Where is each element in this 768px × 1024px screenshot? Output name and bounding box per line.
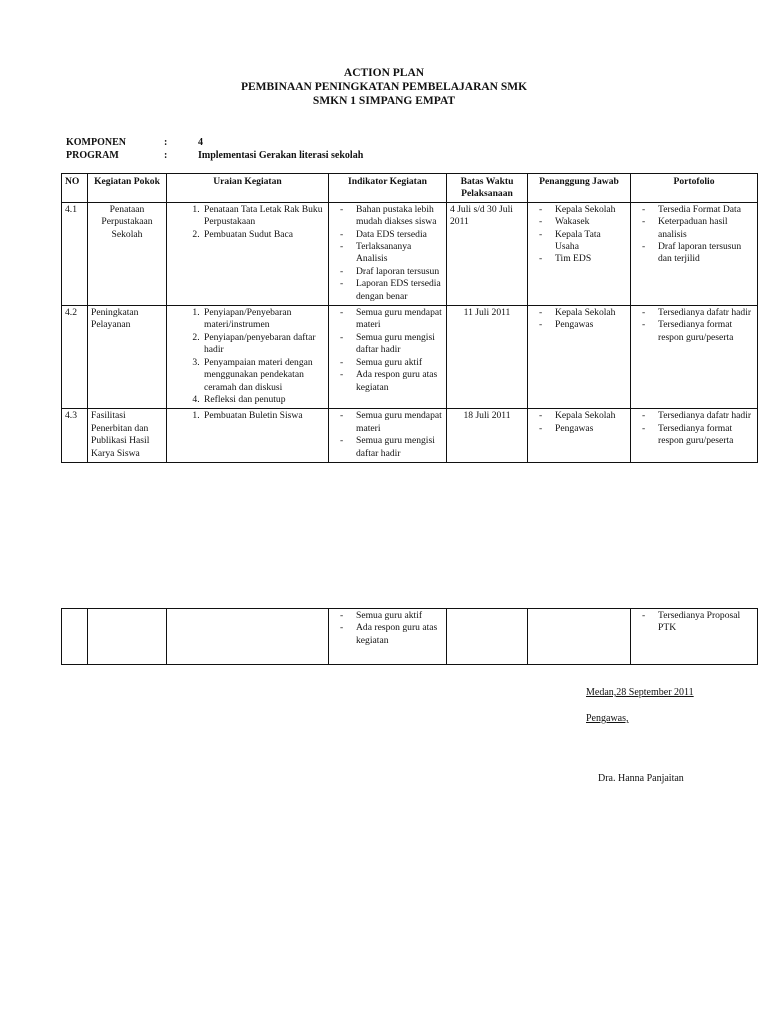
row-portofolio xyxy=(631,409,758,463)
list-item: - Tersedianya Proposal PTK xyxy=(634,610,754,635)
cont-batas-waktu xyxy=(447,609,528,665)
header-kegiatan-pokok: Kegiatan Pokok xyxy=(88,174,167,203)
action-plan-table xyxy=(61,173,758,463)
document-title: ACTION PLAN xyxy=(343,67,425,79)
row-penanggung xyxy=(528,409,631,463)
document-title-block xyxy=(0,66,768,108)
row-penanggung xyxy=(528,306,631,409)
list-item: - Tim EDS xyxy=(531,253,627,265)
list-item: - Draf laporan tersusun xyxy=(332,266,443,278)
list-item: - Pengawas xyxy=(531,319,627,331)
list-item: - Semua guru aktif xyxy=(332,357,443,369)
list-item: - Wakasek xyxy=(531,216,627,228)
list-item: 3. Penyampaian materi dengan menggunakan pendekatan ceramah dan diskusi xyxy=(202,357,325,394)
header-penanggung-jawab: Penanggung Jawab xyxy=(528,174,631,203)
row-uraian xyxy=(167,409,329,463)
signature-place-date: Medan,28 September 2011 xyxy=(586,687,694,698)
list-item: - Tersedianya format respon guru/peserta xyxy=(634,423,754,448)
row-no: 4.1 xyxy=(62,202,88,305)
row-indikator xyxy=(329,202,447,305)
continuation-table xyxy=(61,608,758,665)
row-kegiatan: Fasilitasi Penerbitan dan Publikasi Hasil Karya Siswa xyxy=(88,409,167,463)
list-item: - Tersedianya format respon guru/peserta xyxy=(634,319,754,344)
row-kegiatan: Peningkatan Pelayanan xyxy=(88,306,167,409)
list-item: - Semua guru mendapat materi xyxy=(332,307,443,332)
list-item: - Laporan EDS tersedia dengan benar xyxy=(332,278,443,303)
row-batas-waktu: 4 Juli s/d 30 Juli 2011 xyxy=(447,202,528,305)
cont-penanggung xyxy=(528,609,631,665)
komponen-row xyxy=(66,137,363,150)
komponen-label: KOMPONEN xyxy=(66,137,126,148)
row-portofolio xyxy=(631,202,758,305)
signature-role: Pengawas, xyxy=(586,713,629,724)
program-colon: : xyxy=(164,149,168,161)
row-indikator xyxy=(329,306,447,409)
meta-block xyxy=(66,137,363,162)
list-item: 1. Penyiapan/Penyebaran materi/instrumen xyxy=(202,307,325,332)
list-item: - Data EDS tersedia xyxy=(332,229,443,241)
list-item: - Keterpaduan hasil analisis xyxy=(634,216,754,241)
cont-uraian xyxy=(167,609,329,665)
table-header-row xyxy=(62,174,758,203)
list-item: 2. Pembuatan Sudut Baca xyxy=(202,229,325,241)
list-item: - Kepala Sekolah xyxy=(531,307,627,319)
header-batas-waktu: Batas Waktu Pelaksanaan xyxy=(447,174,528,203)
program-row xyxy=(66,150,363,163)
list-item: - Kepala Tata Usaha xyxy=(531,229,627,254)
header-portofolio: Portofolio xyxy=(631,174,758,203)
list-item: - Ada respon guru atas kegiatan xyxy=(332,622,443,647)
signature-name: Dra. Hanna Panjaitan xyxy=(598,773,684,784)
list-item: - Semua guru mendapat materi xyxy=(332,410,443,435)
komponen-colon: : xyxy=(164,137,168,148)
table-row xyxy=(62,306,758,409)
row-batas-waktu: 11 Juli 2011 xyxy=(447,306,528,409)
header-indikator-kegiatan: Indikator Kegiatan xyxy=(329,174,447,203)
list-item: - Draf laporan tersusun dan terjilid xyxy=(634,241,754,266)
row-uraian xyxy=(167,306,329,409)
row-no: 4.3 xyxy=(62,409,88,463)
program-label: PROGRAM xyxy=(66,149,119,161)
list-item: - Ada respon guru atas kegiatan xyxy=(332,369,443,394)
table-row xyxy=(62,409,758,463)
row-kegiatan: Penataan Perpustakaan Sekolah xyxy=(88,202,167,305)
list-item: - Semua guru aktif xyxy=(332,610,443,622)
list-item: - Terlaksananya Analisis xyxy=(332,241,443,266)
row-indikator xyxy=(329,409,447,463)
list-item: 4. Refleksi dan penutup xyxy=(202,394,325,406)
program-value: Implementasi Gerakan literasi sekolah xyxy=(198,149,364,161)
list-item: - Tersedia Format Data xyxy=(634,204,754,216)
list-item: - Tersedianya dafatr hadir xyxy=(634,410,754,422)
list-item: 2. Penyiapan/penyebaran daftar hadir xyxy=(202,332,325,357)
list-item: - Kepala Sekolah xyxy=(531,204,627,216)
header-uraian-kegiatan: Uraian Kegiatan xyxy=(167,174,329,203)
table-row xyxy=(62,202,758,305)
row-batas-waktu: 18 Juli 2011 xyxy=(447,409,528,463)
row-portofolio xyxy=(631,306,758,409)
row-penanggung xyxy=(528,202,631,305)
list-item: - Semua guru mengisi daftar hadir xyxy=(332,332,443,357)
cont-portofolio xyxy=(631,609,758,665)
list-item: - Pengawas xyxy=(531,423,627,435)
header-no: NO xyxy=(62,174,88,203)
list-item: 1. Penataan Tata Letak Rak Buku Perpustakaan xyxy=(202,204,325,229)
row-no: 4.2 xyxy=(62,306,88,409)
list-item: - Tersedianya dafatr hadir xyxy=(634,307,754,319)
cont-no xyxy=(62,609,88,665)
list-item: 1. Pembuatan Buletin Siswa xyxy=(202,410,325,422)
cont-kegiatan xyxy=(88,609,167,665)
document-subtitle-1: PEMBINAAN PENINGKATAN PEMBELAJARAN SMK xyxy=(240,81,528,93)
document-subtitle-2: SMKN 1 SIMPANG EMPAT xyxy=(312,95,456,107)
list-item: - Kepala Sekolah xyxy=(531,410,627,422)
komponen-value: 4 xyxy=(198,137,203,148)
table-row xyxy=(62,609,758,665)
row-uraian xyxy=(167,202,329,305)
list-item: - Semua guru mengisi daftar hadir xyxy=(332,435,443,460)
list-item: - Bahan pustaka lebih mudah diakses siswa xyxy=(332,204,443,229)
cont-indikator xyxy=(329,609,447,665)
